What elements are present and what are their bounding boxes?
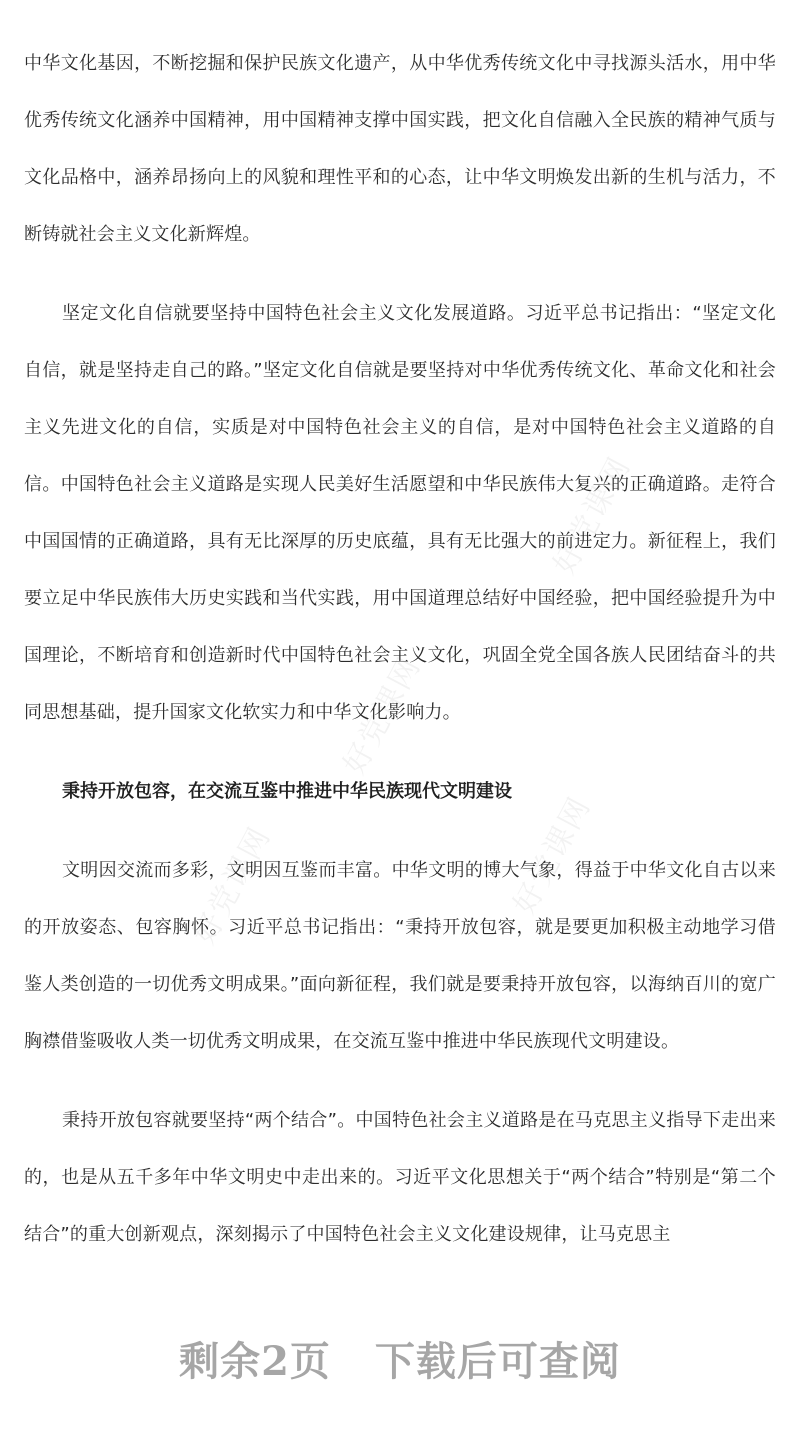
watermark: 好党课网 [547, 450, 639, 581]
document-body [24, 35, 776, 1285]
section-heading: 秉持开放包容，在交流互鉴中推进中华民族现代文明建设 [62, 781, 512, 802]
paragraph-3: 文明因交流而多彩，文明因互鉴而丰富。中华文明的博大气象，得益于中华文化自古以来的开放姿态、包容胸怀。习近平总书记指出：“秉持开放包容，就是要更加积极主动地学习借鉴人类创造的一切优秀文明成果。”面向新征程，我们就是要秉持开放包容，以海纳百川的宽广胸襟借鉴吸收人类一切优秀文明成果，在交流互鉴中推进中华民族现代文明建设。 [24, 860, 776, 1052]
watermark: 好党课网 [187, 820, 279, 951]
download-to-view-label: 下载后可查阅 [374, 1338, 621, 1385]
paragraph-4: 秉持开放包容就要坚持“两个结合”。中国特色社会主义道路是在马克思主义指导下走出来的，也是从五千多年中华文明史中走出来的。习近平文化思想关于“两个结合”特别是“第二个结合”的重大创新观点，深刻揭示了中国特色社会主义文化建设规律，让马克思主 [24, 1110, 776, 1245]
watermark: 好党课网 [337, 650, 429, 781]
paragraph-2: 坚定文化自信就要坚持中国特色社会主义文化发展道路。习近平总书记指出：“坚定文化自信，就是坚持走自己的路。”坚定文化自信就是要坚持对中华优秀传统文化、革命文化和社会主义先进文化的自信，实质是对中国特色社会主义的自信，是对中国特色社会主义道路的自信。中国特色社会主义道路是实现人民美好生活愿望和中华民族伟大复兴的正确道路。走符合中国国情的正确道路，具有无比深厚的历史底蕴，具有无比强大的前进定力。新征程上，我们要立足中华民族伟大历史实践和当代实践，用中国道理总结好中国经验，把中国经验提升为中国理论，不断培育和创造新时代中国特色社会主义文化，巩固全党全国各族人民团结奋斗的共同思想基础，提升国家文化软实力和中华文化影响力。 [24, 303, 776, 723]
remaining-pages-banner[interactable] [0, 1330, 800, 1387]
remaining-pages-label: 剩余2页 [179, 1338, 331, 1385]
watermark: 好党课网 [507, 790, 599, 921]
paragraph-1: 中华文化基因，不断挖掘和保护民族文化遗产，从中华优秀传统文化中寻找源头活水，用中华优秀传统文化涵养中国精神，用中国精神支撑中国实践，把文化自信融入全民族的精神气质与文化品格中，涵养昂扬向上的风貌和理性平和的心态，让中华文明焕发出新的生机与活力，不断铸就社会主义文化新辉煌。 [24, 53, 776, 245]
